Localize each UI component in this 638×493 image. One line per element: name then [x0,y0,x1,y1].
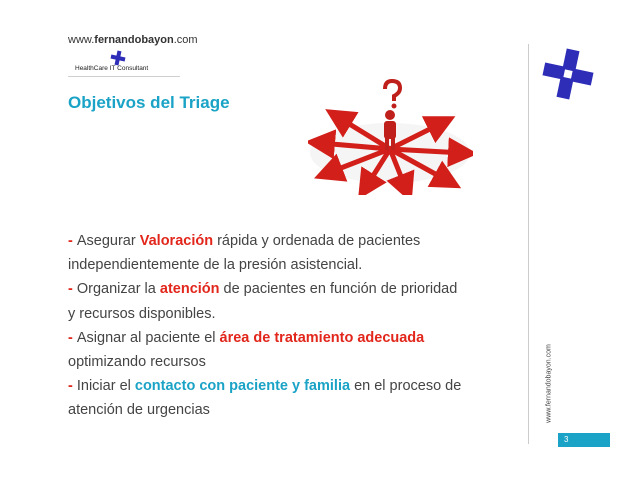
vertical-divider [528,44,529,444]
list-item: - Asegurar Valoración rápida y ordenada de pacientes independientemente de la presión asistencial. [68,233,421,274]
side-url: www.fernandobayon.com [545,344,553,423]
brand-url: www.fernandobayon.com [68,34,198,46]
cross-logo-icon [110,50,126,66]
cross-logo-icon [542,48,594,100]
page-title: Objetivos del Triage [68,93,230,112]
question-arrows-illustration [308,75,473,195]
list-item: - Asignar al paciente el área de tratamiento adecuada optimizando recursos [68,329,425,371]
list-item: - Iniciar el contacto con paciente y familia en el proceso de atención de urgencias [68,378,462,419]
brand-tagline: HealthCare IT Consultant [75,65,149,72]
brand-divider [68,76,180,77]
list-item: - Organizar la atención de pacientes en función de prioridad y recursos disponibles. [68,281,458,322]
page-number-badge: 3 [558,433,610,447]
objectives-list [68,229,518,423]
